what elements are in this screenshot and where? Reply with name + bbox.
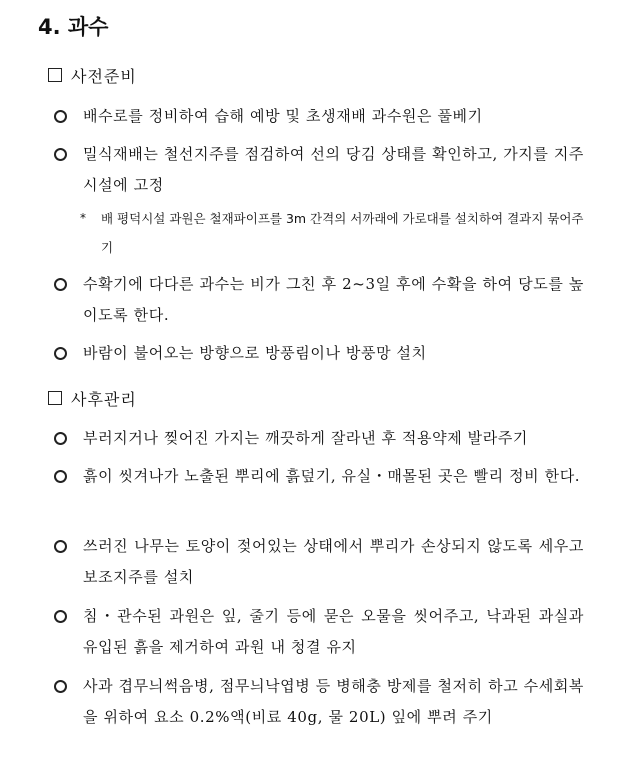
- list-item-text: 쓰러진 나무는 토양이 젖어있는 상태에서 뿌리가 손상되지 않도록 세우고 보조지주를 설치: [83, 537, 584, 586]
- list-item-text: 흙이 씻겨나가 노출된 뿌리에 흙덮기, 유실・매몰된 곳은 빨리 정비 한다.: [83, 467, 581, 485]
- section-label: 사전준비: [71, 66, 137, 86]
- list-item: [54, 461, 584, 492]
- circle-bullet-icon: [54, 110, 67, 123]
- list-item: [54, 139, 584, 201]
- note: [80, 204, 584, 262]
- circle-bullet-icon: [54, 470, 67, 483]
- list-item: [54, 601, 584, 663]
- note-text: 배 평덕시설 과원은 철재파이프를 3m 간격의 서까래에 가로대를 설치하여 결과지 묶어주기: [101, 211, 584, 255]
- section-header-preparation: [48, 63, 137, 87]
- checkbox-square-icon: [48, 391, 62, 405]
- circle-bullet-icon: [54, 432, 67, 445]
- section-label: 사후관리: [71, 389, 137, 409]
- circle-bullet-icon: [54, 347, 67, 360]
- list-item: [54, 269, 584, 331]
- list-item-text: 침・관수된 과원은 잎, 줄기 등에 묻은 오물을 씻어주고, 낙과된 과실과 유입된 흙을 제거하여 과원 내 청결 유지: [83, 607, 584, 656]
- list-item: [54, 423, 584, 454]
- list-item: [54, 338, 584, 369]
- circle-bullet-icon: [54, 148, 67, 161]
- list-item: [54, 101, 584, 132]
- list-item-text: 부러지거나 찢어진 가지는 깨끗하게 잘라낸 후 적용약제 발라주기: [83, 429, 529, 447]
- list-item-text: 수확기에 다다른 과수는 비가 그친 후 2~3일 후에 수확을 하여 당도를 높이도록 한다.: [83, 275, 584, 324]
- circle-bullet-icon: [54, 680, 67, 693]
- list-item-text: 사과 겹무늬썩음병, 점무늬낙엽병 등 병해충 방제를 철저히 하고 수세회복을 위하여 요소 0.2%액(비료 40g, 물 20L) 잎에 뿌려 주기: [83, 677, 585, 726]
- section-header-aftercare: [48, 386, 137, 410]
- list-item-text: 밀식재배는 철선지주를 점검하여 선의 당김 상태를 확인하고, 가지를 지주시설에 고정: [83, 145, 585, 194]
- note-marker: *: [80, 211, 86, 225]
- list-item: [54, 531, 584, 593]
- circle-bullet-icon: [54, 278, 67, 291]
- list-item-text: 배수로를 정비하여 습해 예방 및 초생재배 과수원은 풀베기: [83, 107, 483, 125]
- checkbox-square-icon: [48, 68, 62, 82]
- section-title: 4. 과수: [38, 15, 109, 39]
- list-item: [54, 671, 584, 733]
- circle-bullet-icon: [54, 540, 67, 553]
- list-item-text: 바람이 불어오는 방향으로 방풍림이나 방풍망 설치: [83, 344, 427, 362]
- circle-bullet-icon: [54, 610, 67, 623]
